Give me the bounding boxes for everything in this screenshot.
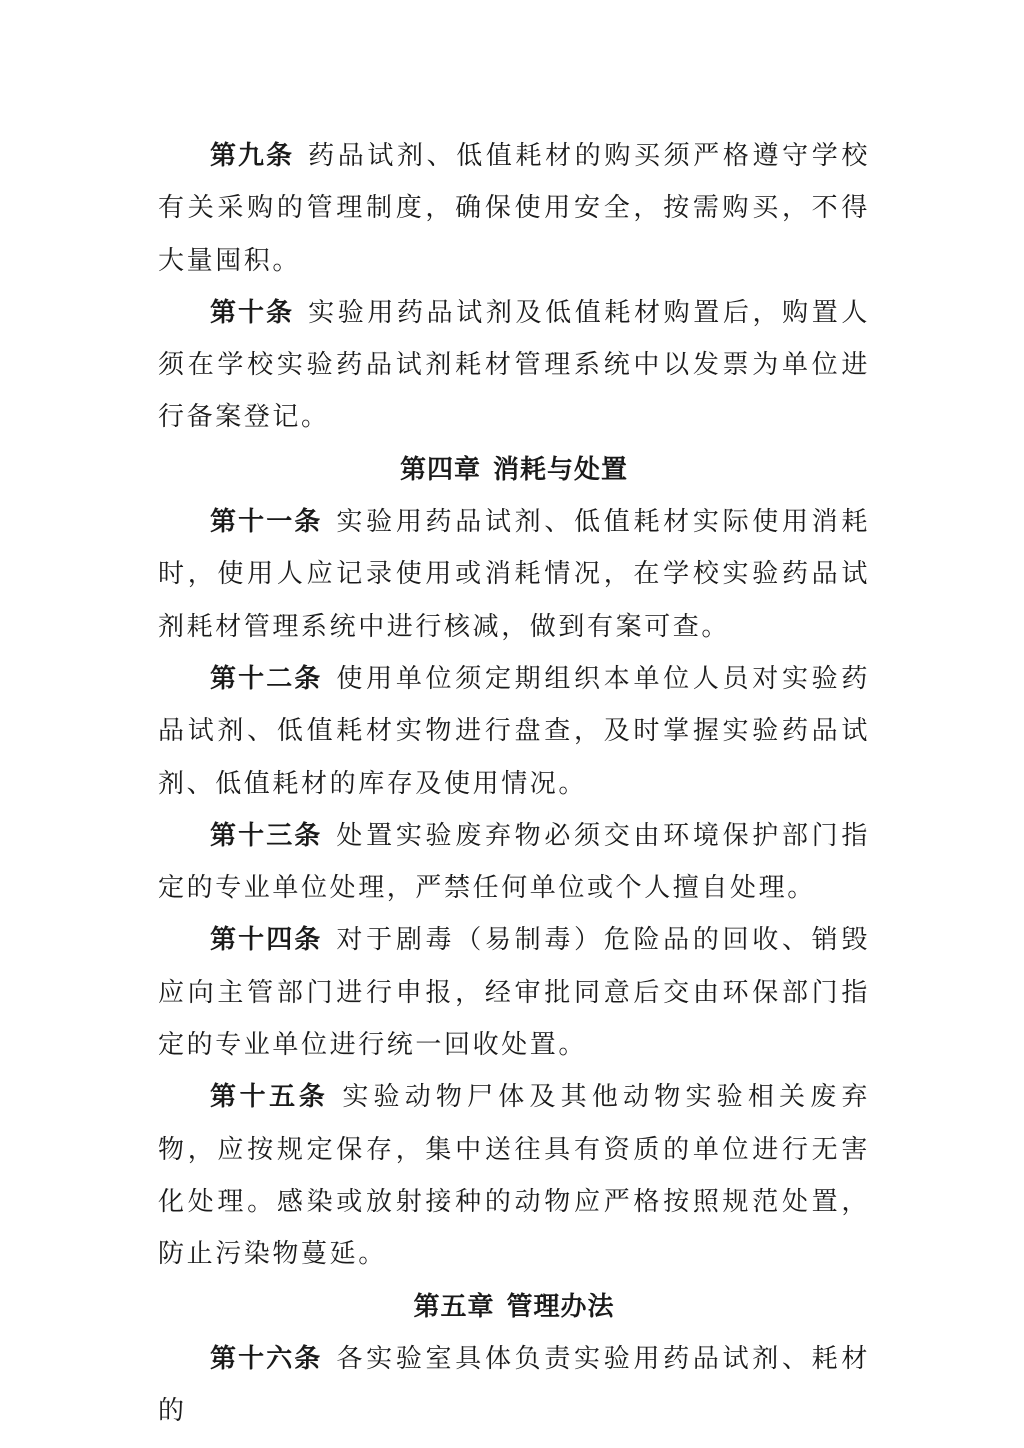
article-11 bbox=[158, 496, 870, 653]
article-label: 第十四条 bbox=[210, 925, 323, 956]
article-15 bbox=[158, 1071, 870, 1280]
chapter-4-heading bbox=[158, 444, 870, 496]
article-label: 第十六条 bbox=[210, 1343, 323, 1374]
article-label: 第九条 bbox=[210, 141, 295, 171]
article-label: 第十条 bbox=[210, 297, 295, 328]
article-label: 第十二条 bbox=[210, 663, 323, 694]
article-9 bbox=[158, 130, 870, 287]
article-text: 药品试剂、低值耗材的购买须严格遵守学校有关采购的管理制度，确保使用安全，按需购买，不得大量囤积。 bbox=[158, 141, 870, 276]
article-text: 实验用药品试剂、低值耗材实际使用消耗时，使用人应记录使用或消耗情况，在学校实验药品试剂耗材管理系统中进行核减，做到有案可查。 bbox=[158, 507, 870, 642]
article-label: 第十一条 bbox=[210, 507, 323, 538]
chapter-5-heading bbox=[158, 1281, 870, 1333]
article-14 bbox=[158, 914, 870, 1071]
article-16 bbox=[158, 1333, 870, 1438]
document-body bbox=[158, 130, 870, 1437]
article-text: 实验用药品试剂及低值耗材购置后，购置人须在学校实验药品试剂耗材管理系统中以发票为单位进行备案登记。 bbox=[158, 297, 870, 433]
article-label: 第十三条 bbox=[210, 820, 323, 851]
article-text: 各实验室具体负责实验用药品试剂、耗材的 bbox=[158, 1343, 870, 1427]
chapter-number: 第五章 bbox=[413, 1291, 495, 1322]
chapter-title: 管理办法 bbox=[506, 1291, 615, 1322]
article-12 bbox=[158, 653, 870, 810]
article-text: 使用单位须定期组织本单位人员对实验药品试剂、低值耗材实物进行盘查，及时掌握实验药品试剂、低值耗材的库存及使用情况。 bbox=[158, 663, 870, 799]
chapter-title: 消耗与处置 bbox=[493, 454, 629, 485]
chapter-number: 第四章 bbox=[399, 454, 481, 485]
article-13 bbox=[158, 810, 870, 915]
article-text: 对于剧毒（易制毒）危险品的回收、销毁应向主管部门进行申报，经审批同意后交由环保部门指定的专业单位进行统一回收处置。 bbox=[158, 925, 870, 1061]
article-text: 处置实验废弃物必须交由环境保护部门指定的专业单位处理，严禁任何单位或个人擅自处理。 bbox=[158, 820, 870, 904]
article-10 bbox=[158, 287, 870, 444]
article-text: 实验动物尸体及其他动物实验相关废弃物，应按规定保存，集中送往具有资质的单位进行无害化处理。感染或放射接种的动物应严格按照规范处置，防止污染物蔓延。 bbox=[158, 1082, 870, 1270]
article-label: 第十五条 bbox=[210, 1082, 329, 1113]
